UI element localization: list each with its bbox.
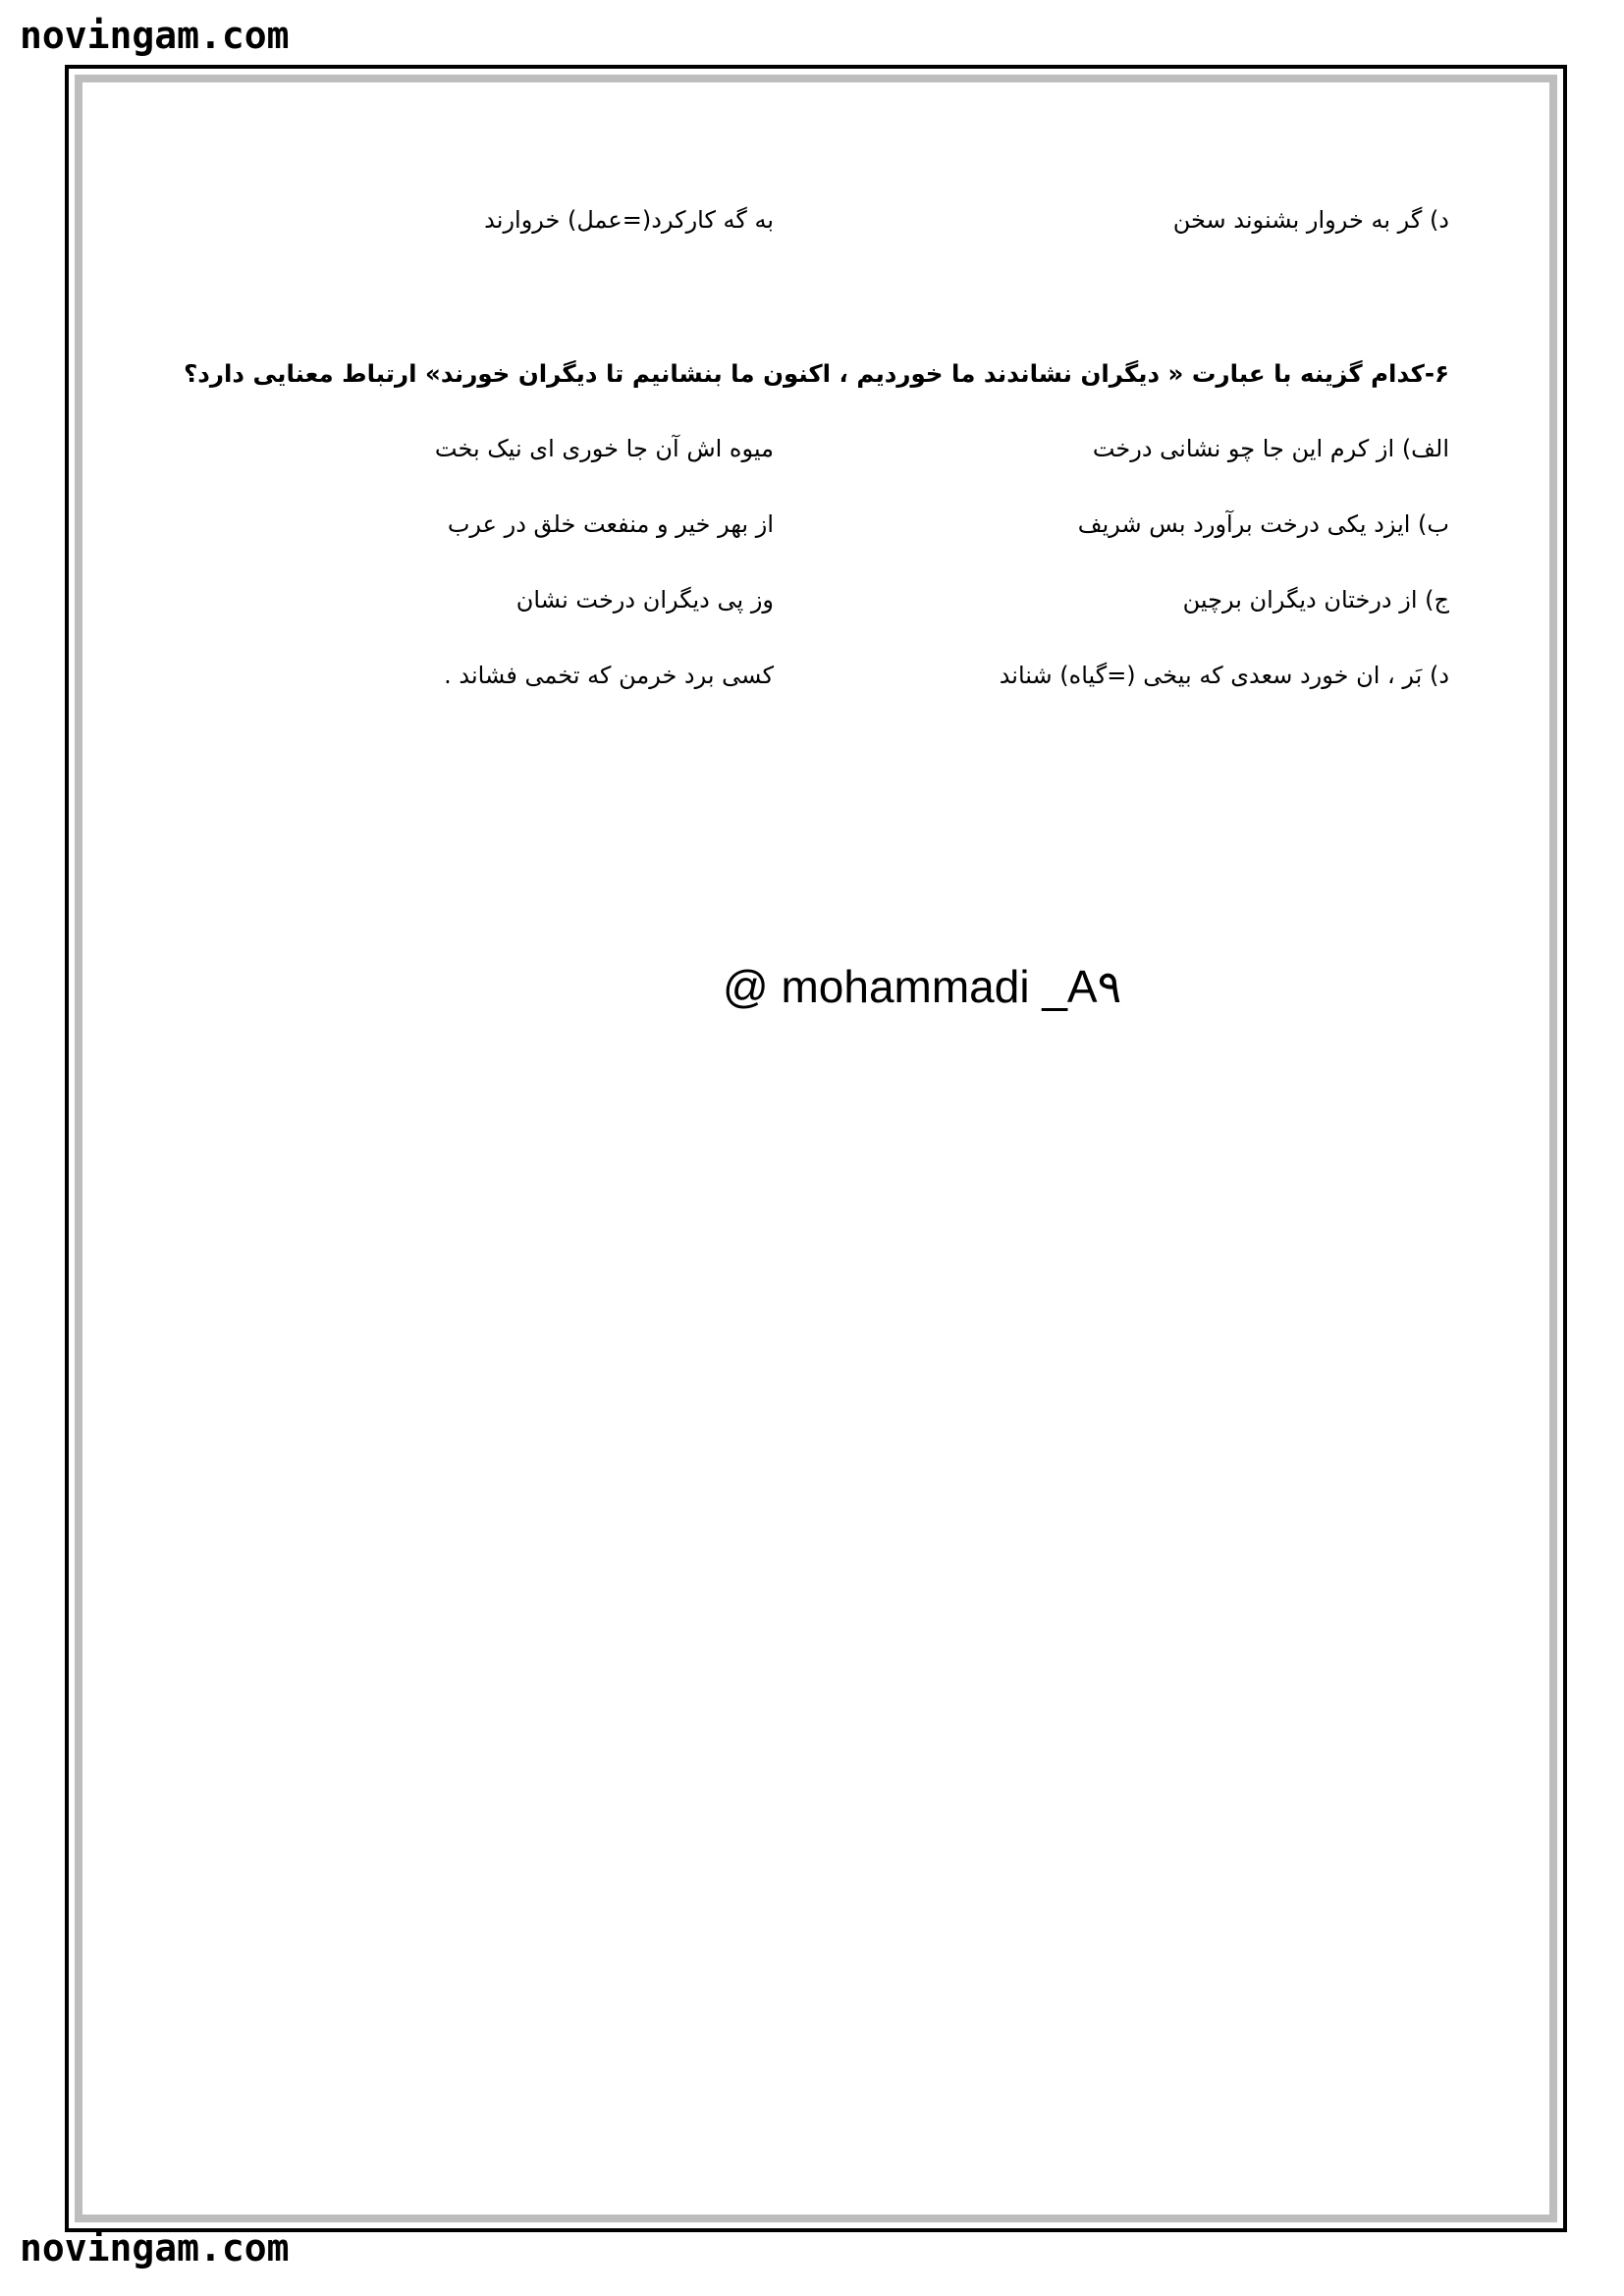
author-handle: @ mohammadi _A۹ [723,961,1122,1012]
option-b-first-hemistich: ب) ایزد یکی درخت برآورد بس شریف [1077,510,1449,538]
option-b-second-hemistich: از بهر خیر و منفعت خلق در عرب [447,510,774,538]
page-frame [65,65,1567,2232]
option-d-second-hemistich: کسی برد خرمن که تخمی فشاند . [444,662,774,689]
watermark-top: novingam.com [20,14,290,57]
question-6-text: ۶-کدام گزینه با عبارت « دیگران نشاندند ما خوردیم ، اکنون ما بنشانیم تا دیگران خورند» ارتباط معنایی دارد؟ [184,359,1449,388]
prev-option-d-first-hemistich: د) گر به خروار بشنوند سخن [1172,206,1449,234]
watermark-bottom: novingam.com [20,2226,290,2269]
prev-option-d-second-hemistich: به گه کارکرد(=عمل) خروارند [484,206,774,234]
option-c-second-hemistich: وز پی دیگران درخت نشان [515,586,774,614]
option-a-second-hemistich: میوه اش آن جا خوری ای نیک بخت [434,435,774,462]
page-frame-inner [75,75,1557,2222]
option-a-first-hemistich: الف) از کرم این جا چو نشانی درخت [1092,435,1449,462]
option-d-first-hemistich: د) بَر ، ان خورد سعدی که بیخی (=گیاه) شناند [999,662,1449,689]
option-c-first-hemistich: ج) از درختان دیگران برچین [1182,586,1449,614]
